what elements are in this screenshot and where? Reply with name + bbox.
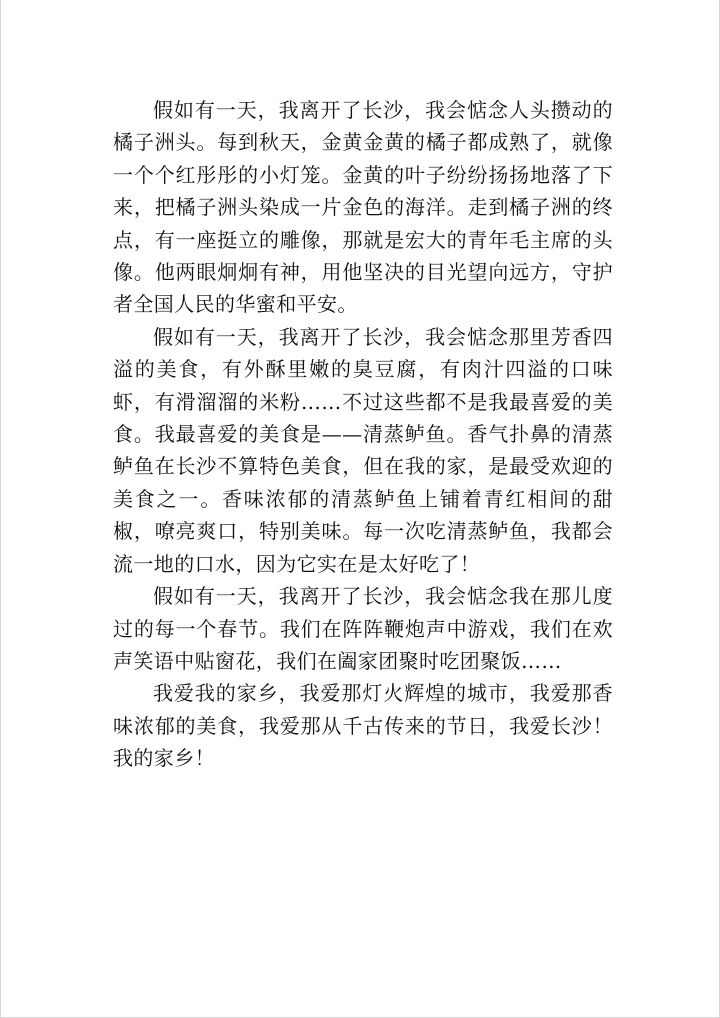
paragraph-love-hometown: 我爱我的家乡，我爱那灯火辉煌的城市，我爱那香味浓郁的美食，我爱那从千古传来的节日，我爱长沙！我的家乡！ xyxy=(113,681,613,771)
paragraph-orange-island: 假如有一天，我离开了长沙，我会惦念人头攒动的橘子洲头。每到秋天，金黄金黄的橘子都成熟了，就像一个个红彤彤的小灯笼。金黄的叶子纷纷扬扬地落了下来，把橘子洲头染成一片金色的海洋。走到橘子洲的终点，有一座挺立的雕像，那就是宏大的青年毛主席的头像。他两眼炯炯有神，用他坚决的目光望向远方，守护者全国人民的华蜜和平安。 xyxy=(113,98,613,317)
paragraph-food: 假如有一天，我离开了长沙，我会惦念那里芳香四溢的美食，有外酥里嫩的臭豆腐，有肉汁四溢的口味虾，有滑溜溜的米粉……不过这些都不是我最喜爱的美食。我最喜爱的美食是——清蒸鲈鱼。香气扑鼻的清蒸鲈鱼在长沙不算特色美食，但在我的家，是最受欢迎的美食之一。香味浓郁的清蒸鲈鱼上铺着青红相间的甜椒，嘹亮爽口，特别美味。每一次吃清蒸鲈鱼，我都会流一地的口水，因为它实在是太好吃了！ xyxy=(113,324,613,576)
essay-body xyxy=(113,94,613,775)
paragraph-spring-festival: 假如有一天，我离开了长沙，我会惦念我在那儿度过的每一个春节。我们在阵阵鞭炮声中游戏，我们在欢声笑语中贴窗花，我们在阖家团聚时吃团聚饭…… xyxy=(113,584,613,673)
